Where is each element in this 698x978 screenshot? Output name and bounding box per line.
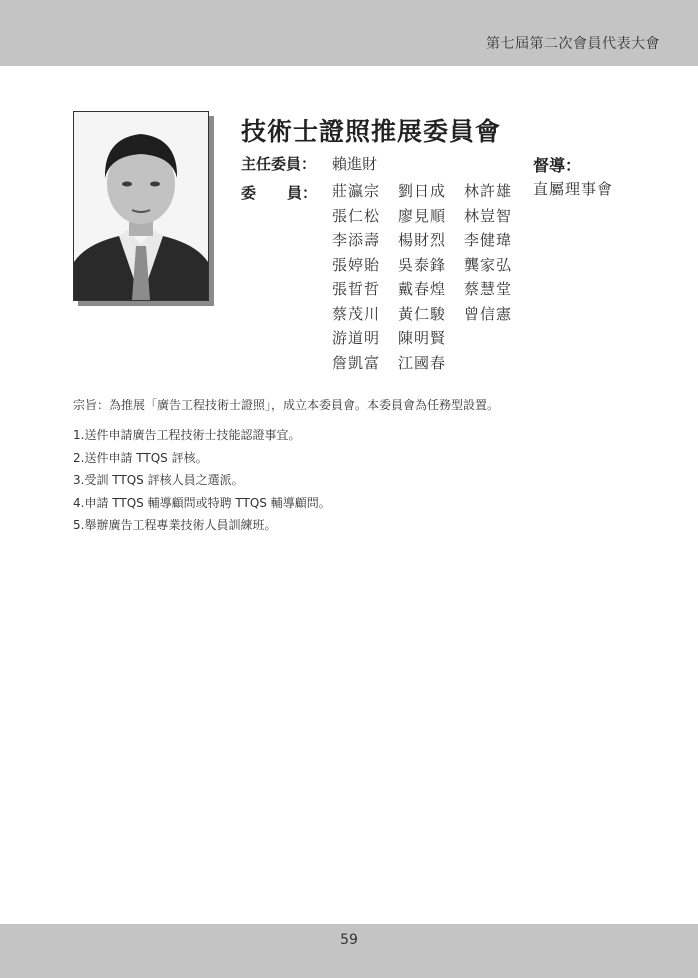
member-name: 戴春煌 — [398, 280, 447, 298]
member-name: 曾信憲 — [464, 304, 513, 323]
member-name: 吳泰鋒 — [398, 255, 447, 274]
member-name: 李添壽 — [332, 231, 381, 249]
member-name: 詹凱富 — [332, 353, 381, 372]
header-title: 第七屆第二次會員代表大會 — [486, 36, 660, 52]
chair-name: 賴進財 — [332, 155, 378, 173]
member-name: 龔家弘 — [464, 255, 513, 274]
purpose-statement: 宗旨：為推展「廣告工程技術士證照」，成立本委員會。本委員會為任務型設置。 — [73, 398, 500, 412]
member-name: 蔡茂川 — [332, 304, 381, 323]
member-name: 李健瑋 — [464, 231, 513, 249]
chair-label: 主任委員： — [241, 155, 317, 173]
duty-item: 5.舉辦廣告工程專業技術人員訓練班。 — [73, 518, 277, 532]
member-name: 莊瀛宗 — [332, 182, 381, 200]
duty-item: 3.受訓 TTQS 評核人員之選派。 — [73, 473, 244, 487]
duty-item: 1.送件申請廣告工程技術士技能認證事宜。 — [73, 428, 301, 442]
committee-title: 技術士證照推展委員會 — [241, 117, 502, 146]
member-name: 江國春 — [398, 353, 447, 372]
footer-band — [0, 924, 698, 978]
member-label-second: 員： — [287, 184, 318, 202]
member-name: 廖見順 — [398, 206, 447, 225]
members-list — [332, 180, 530, 376]
member-name: 林許雄 — [464, 182, 513, 200]
supervisor-value: 直屬理事會 — [533, 180, 614, 198]
member-label-first: 委 — [241, 184, 257, 202]
member-label — [241, 182, 317, 203]
member-name: 楊財烈 — [398, 231, 447, 249]
chairman-portrait — [73, 111, 209, 301]
member-name: 游道明 — [332, 329, 381, 347]
duty-item: 4.申請 TTQS 輔導顧問或特聘 TTQS 輔導顧問。 — [73, 495, 331, 510]
member-name: 黃仁駿 — [398, 304, 447, 323]
duty-item: 2.送件申請 TTQS 評核。 — [73, 450, 208, 465]
duties-list — [73, 426, 331, 539]
supervisor-label: 督導： — [533, 156, 582, 175]
member-name: 張晢哲 — [332, 280, 381, 298]
member-name: 林豈智 — [464, 206, 513, 225]
page-number: 59 — [340, 932, 358, 948]
member-name: 陳明賢 — [398, 329, 447, 347]
member-name: 張仁松 — [332, 206, 381, 225]
header-band — [0, 0, 698, 66]
member-grid-spacer — [464, 327, 530, 352]
member-name: 蔡慧堂 — [464, 280, 513, 298]
portrait-photo — [74, 112, 208, 300]
member-name: 張婷貽 — [332, 255, 381, 274]
member-name: 劉日成 — [398, 182, 447, 200]
